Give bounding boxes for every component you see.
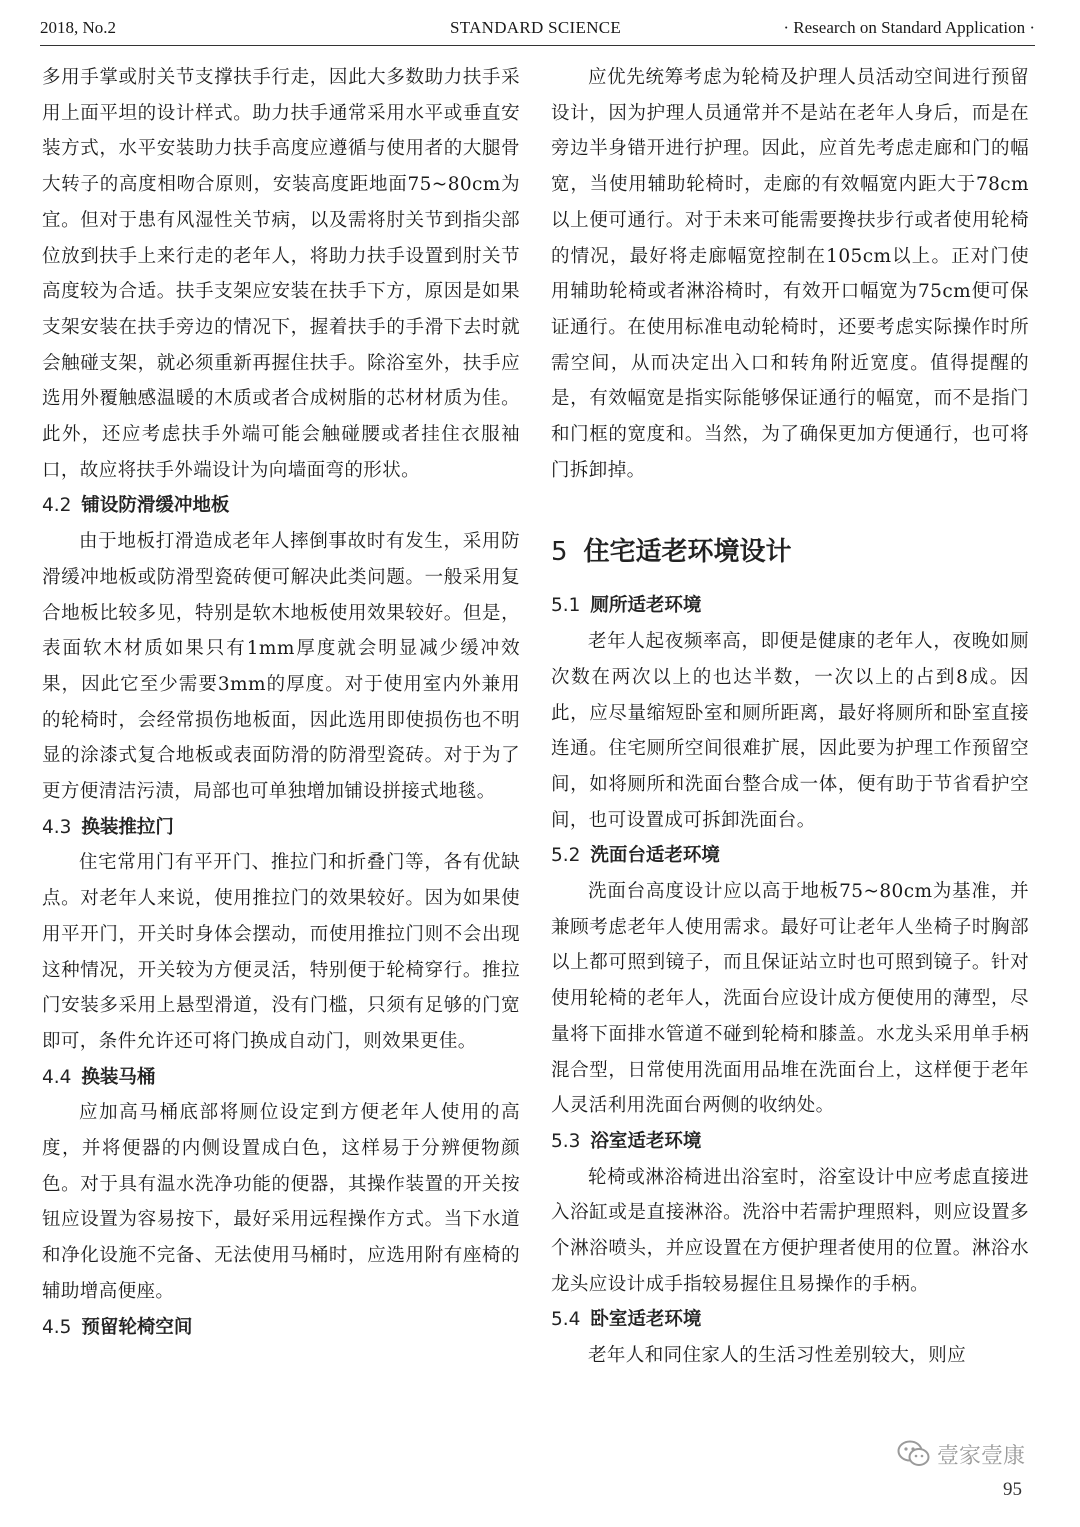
subsection-number: 5.2 [551,845,581,867]
right-column [551,60,1029,1374]
subsection-number: 5.4 [551,1309,581,1331]
section-5-heading [551,532,1029,572]
subsection-5-3-text: 轮椅或淋浴椅进出浴室时，浴室设计中应考虑直接进入浴缸或是直接淋浴。洗浴中若需护理照料，则应设置多个淋浴喷头，并应设置在方便护理者使用的位置。淋浴水龙头应设计成手指较易握住且易操作的手柄。 [551,1166,1029,1295]
journal-issue: 2018, No.2 [40,18,117,37]
section-number: 5 [551,537,568,568]
subsection-number: 5.1 [551,595,581,617]
subsection-4-5-text: 应优先统筹考虑为轮椅及护理人员活动空间进行预留设计，因为护理人员通常并不是站在老年人身后，而是在旁边半身错开进行护理。因此，应首先考虑走廊和门的幅宽，当使用辅助轮椅时，走廊的有效幅宽内距大于78cm以上便可通行。对于未来可能需要搀扶步行或者使用轮椅的情况，最好将走廊幅宽控制在105cm以上。正对门使用辅助轮椅或者淋浴椅时，有效开口幅宽为75cm便可保证通行。在使用标准电动轮椅时，还要考虑实际操作时所需空间，从而决定出入口和转角附近宽度。值得提醒的是，有效幅宽是指实际能够保证通行的幅宽，而不是指门和门框的宽度和。当然，为了确保更加方便通行，也可将门拆卸掉。 [551,67,1029,481]
subsection-title: 换装推拉门 [81,816,174,838]
subsection-4-4-heading [42,1060,520,1096]
subsection-4-4-text: 应加高马桶底部将厕位设定到方便老年人使用的高度，并将便器的内侧设置成白色，这样易于分辨便物颜色。对于具有温水洗净功能的便器，其操作装置的开关按钮应设置为容易按下，最好采用远程操作方式。当下水道和净化设施不完备、无法使用马桶时，应选用附有座椅的辅助增高便座。 [42,1102,520,1302]
subsection-title: 预留轮椅空间 [81,1316,193,1338]
left-column [42,60,520,1345]
subsection-5-4-text: 老年人和同住家人的生活习性差别较大，则应 [588,1345,967,1367]
subsection-5-1-heading [551,588,1029,624]
subsection-title: 卧室适老环境 [590,1309,702,1331]
subsection-5-2-text: 洗面台高度设计应以高于地板75~80cm为基准，并兼顾考虑老年人使用需求。最好可让老年人坐椅子时胸部以上都可照到镜子，而且保证站立时也可照到镜子。针对使用轮椅的老年人，洗面台应设计成方便使用的薄型，尽量将下面排水管道不碰到轮椅和膝盖。水龙头采用单手柄混合型，日常使用洗面用品堆在洗面台上，这样便于老年人灵活利用洗面台两侧的收纳处。 [551,881,1029,1117]
subsection-title: 厕所适老环境 [590,595,702,617]
wechat-watermark [897,1436,1025,1472]
subsection-number: 5.3 [551,1130,581,1152]
wechat-icon [897,1439,931,1469]
subsection-4-5-heading [42,1310,520,1346]
section-title: 住宅适老环境设计 [583,537,792,568]
subsection-4-2-heading [42,488,520,524]
journal-title: STANDARD SCIENCE [450,18,622,37]
subsection-4-2-text: 由于地板打滑造成老年人摔倒事故时有发生，采用防滑缓冲地板或防滑型瓷砖便可解决此类问题。一般采用复合地板比较多见，特别是软木地板使用效果较好。但是，表面软木材质如果只有1mm厚度就会明显减少缓冲效果，因此它至少需要3mm的厚度。对于使用室内外兼用的轮椅时，会经常损伤地板面，因此选用即使损伤也不明显的涂漆式复合地板或表面防滑的防滑型瓷砖。对于为了更方便清洁污渍，局部也可单独增加铺设拼接式地毯。 [42,531,520,803]
subsection-number: 4.5 [42,1316,72,1338]
subsection-5-1-text: 老年人起夜频率高，即便是健康的老年人，夜晚如厕次数在两次以上的也达半数，一次以上的占到8成。因此，应尽量缩短卧室和厕所距离，最好将厕所和卧室直接连通。住宅厕所空间很难扩展，因此要为护理工作预留空间，如将厕所和洗面台整合成一体，便有助于节省看护空间，也可设置成可拆卸洗面台。 [551,631,1029,831]
subsection-title: 铺设防滑缓冲地板 [81,495,230,517]
subsection-5-4-heading [551,1302,1029,1338]
subsection-4-3-text: 住宅常用门有平开门、推拉门和折叠门等，各有优缺点。对老年人来说，使用推拉门的效果较好。因为如果使用平开门，开关时身体会摆动，而使用推拉门则不会出现这种情况，开关较为方便灵活，特别便于轮椅穿行。推拉门安装多采用上悬型滑道，没有门槛，只须有足够的门宽即可，条件允许还可将门换成自动门，则效果更佳。 [42,852,520,1052]
watermark-text: 壹家壹康 [937,1443,1026,1469]
subsection-5-2-heading [551,838,1029,874]
subsection-number: 4.3 [42,816,72,838]
subsection-title: 浴室适老环境 [590,1130,702,1152]
page-number: 95 [1003,1479,1022,1500]
subsection-title: 洗面台适老环境 [590,845,720,867]
subsection-4-3-heading [42,810,520,846]
subsection-number: 4.2 [42,495,72,517]
continued-paragraph: 多用手掌或肘关节支撑扶手行走，因此大多数助力扶手采用上面平坦的设计样式。助力扶手通常采用水平或垂直安装方式，水平安装助力扶手高度应遵循与使用者的大腿骨大转子的高度相吻合原则，安装高度距地面75~80cm为宜。但对于患有风湿性关节病，以及需将肘关节到指尖部位放到扶手上来行走的老年人，将助力扶手设置到肘关节高度较为合适。扶手支架应安装在扶手下方，原因是如果支架安装在扶手旁边的情况下，握着扶手的手滑下去时就会触碰支架，就必须重新再握住扶手。除浴室外，扶手应选用外覆触感温暖的木质或者合成树脂的芯材材质为佳。此外，还应考虑扶手外端可能会触碰腰或者挂住衣服袖口，故应将扶手外端设计为向墙面弯的形状。 [42,67,520,481]
header-rule [40,45,1035,46]
running-header [40,18,1035,44]
subsection-number: 4.4 [42,1066,72,1088]
subsection-5-3-heading [551,1124,1029,1160]
column-title: · Research on Standard Application · [783,18,1035,37]
subsection-title: 换装马桶 [81,1066,156,1088]
